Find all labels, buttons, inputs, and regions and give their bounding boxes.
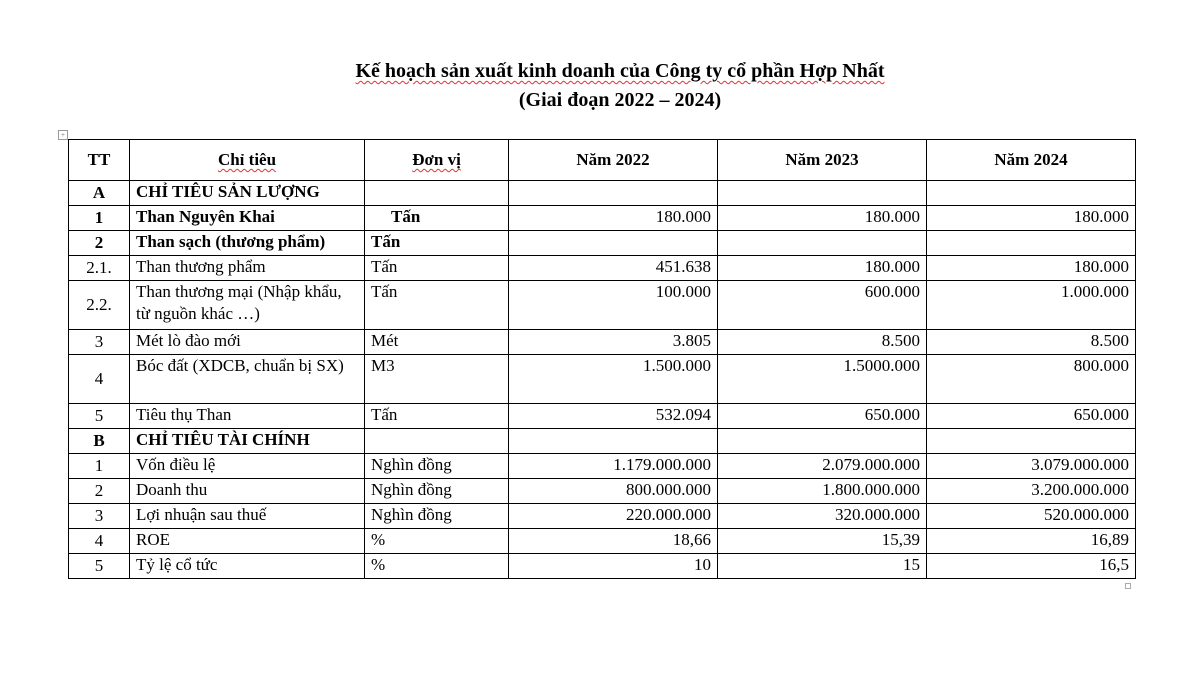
cell-y2023: 1.800.000.000 [718, 479, 927, 504]
cell-name: Tỷ lệ cổ tức [130, 554, 365, 579]
cell-tt: 4 [69, 529, 130, 554]
cell-y2023: 320.000.000 [718, 504, 927, 529]
cell-y2023 [718, 181, 927, 206]
cell-unit: % [365, 529, 509, 554]
cell-y2024: 16,89 [927, 529, 1136, 554]
table-row [69, 256, 1136, 281]
cell-unit: Tấn [365, 256, 509, 281]
cell-name: Vốn điều lệ [130, 454, 365, 479]
cell-y2022: 532.094 [509, 404, 718, 429]
cell-y2022: 180.000 [509, 206, 718, 231]
cell-y2024: 650.000 [927, 404, 1136, 429]
cell-tt: 3 [69, 504, 130, 529]
cell-y2022: 1.179.000.000 [509, 454, 718, 479]
cell-y2024: 8.500 [927, 330, 1136, 355]
table-row [69, 281, 1136, 330]
cell-y2022: 3.805 [509, 330, 718, 355]
cell-unit: Mét [365, 330, 509, 355]
table-row [69, 429, 1136, 454]
cell-unit [365, 181, 509, 206]
cell-y2023: 1.5000.000 [718, 355, 927, 404]
table-row [69, 554, 1136, 579]
cell-unit: % [365, 554, 509, 579]
table-row [69, 404, 1136, 429]
cell-tt: 2.1. [69, 256, 130, 281]
cell-tt: 1 [69, 454, 130, 479]
cell-unit: Tấn [365, 281, 509, 330]
cell-y2023: 180.000 [718, 206, 927, 231]
cell-y2023: 2.079.000.000 [718, 454, 927, 479]
cell-name: Lợi nhuận sau thuế [130, 504, 365, 529]
header-indicator-label: Chỉ tiêu [217, 150, 277, 169]
cell-unit: Nghìn đồng [365, 454, 509, 479]
cell-tt: 2 [69, 479, 130, 504]
cell-name: ROE [130, 529, 365, 554]
cell-unit: Nghìn đồng [365, 479, 509, 504]
document-subtitle [0, 89, 1200, 112]
cell-y2024: 520.000.000 [927, 504, 1136, 529]
cell-name: Doanh thu [130, 479, 365, 504]
table-row [69, 355, 1136, 404]
cell-y2022 [509, 231, 718, 256]
cell-tt: 4 [69, 355, 130, 404]
cell-tt: B [69, 429, 130, 454]
cell-y2023: 180.000 [718, 256, 927, 281]
document-title [0, 60, 1200, 83]
header-unit-label: Đơn vị [412, 150, 461, 169]
header-unit [365, 140, 509, 181]
table-row [69, 529, 1136, 554]
cell-y2022: 220.000.000 [509, 504, 718, 529]
cell-tt: 5 [69, 554, 130, 579]
cell-y2024: 180.000 [927, 256, 1136, 281]
cell-y2022 [509, 429, 718, 454]
cell-y2023: 8.500 [718, 330, 927, 355]
cell-y2023: 600.000 [718, 281, 927, 330]
cell-y2023 [718, 231, 927, 256]
table-row [69, 504, 1136, 529]
business-plan-table [68, 139, 1136, 579]
cell-y2023: 15 [718, 554, 927, 579]
table-header-row [69, 140, 1136, 181]
cell-name: CHỈ TIÊU TÀI CHÍNH [130, 429, 365, 454]
cell-y2024 [927, 231, 1136, 256]
header-tt: TT [69, 140, 130, 181]
cell-name: Bóc đất (XDCB, chuẩn bị SX) [130, 355, 365, 404]
cell-y2024 [927, 181, 1136, 206]
cell-tt: 5 [69, 404, 130, 429]
cell-tt: 1 [69, 206, 130, 231]
cell-name: Tiêu thụ Than [130, 404, 365, 429]
cell-y2024 [927, 429, 1136, 454]
cell-name: Than thương mại (Nhập khẩu, từ nguồn khác …) [130, 281, 365, 330]
title-line-2: (Giai đoạn 2022 – 2024) [518, 89, 722, 111]
table-move-handle-icon[interactable]: + [58, 130, 68, 140]
table-row [69, 454, 1136, 479]
table-row [69, 231, 1136, 256]
table-row [69, 181, 1136, 206]
cell-tt: 2.2. [69, 281, 130, 330]
cell-y2024: 800.000 [927, 355, 1136, 404]
cell-name: CHỈ TIÊU SẢN LƯỢNG [130, 181, 365, 206]
cell-name: Than thương phẩm [130, 256, 365, 281]
cell-y2022: 451.638 [509, 256, 718, 281]
cell-y2024: 1.000.000 [927, 281, 1136, 330]
table-resize-handle[interactable] [1125, 583, 1131, 589]
table-row [69, 206, 1136, 231]
cell-y2022: 10 [509, 554, 718, 579]
cell-y2022: 100.000 [509, 281, 718, 330]
cell-y2022: 18,66 [509, 529, 718, 554]
cell-name: Than sạch (thương phẩm) [130, 231, 365, 256]
cell-unit: M3 [365, 355, 509, 404]
cell-y2024: 3.079.000.000 [927, 454, 1136, 479]
cell-y2024: 3.200.000.000 [927, 479, 1136, 504]
cell-y2022: 1.500.000 [509, 355, 718, 404]
cell-unit: Nghìn đồng [365, 504, 509, 529]
cell-y2024: 16,5 [927, 554, 1136, 579]
cell-y2022 [509, 181, 718, 206]
cell-unit: Tấn [365, 404, 509, 429]
table-row [69, 330, 1136, 355]
cell-y2023 [718, 429, 927, 454]
header-2024: Năm 2024 [927, 140, 1136, 181]
header-2023: Năm 2023 [718, 140, 927, 181]
cell-unit: Tấn [365, 231, 509, 256]
cell-unit [365, 429, 509, 454]
header-2022: Năm 2022 [509, 140, 718, 181]
cell-y2023: 650.000 [718, 404, 927, 429]
table-row [69, 479, 1136, 504]
title-line-1: Kế hoạch sản xuất kinh doanh của Công ty cổ phần Hợp Nhất [355, 60, 885, 82]
cell-y2023: 15,39 [718, 529, 927, 554]
header-indicator [130, 140, 365, 181]
cell-name: Than Nguyên Khai [130, 206, 365, 231]
cell-unit: Tấn [365, 206, 509, 231]
cell-name: Mét lò đào mới [130, 330, 365, 355]
cell-tt: 2 [69, 231, 130, 256]
cell-tt: 3 [69, 330, 130, 355]
cell-tt: A [69, 181, 130, 206]
cell-y2024: 180.000 [927, 206, 1136, 231]
cell-y2022: 800.000.000 [509, 479, 718, 504]
